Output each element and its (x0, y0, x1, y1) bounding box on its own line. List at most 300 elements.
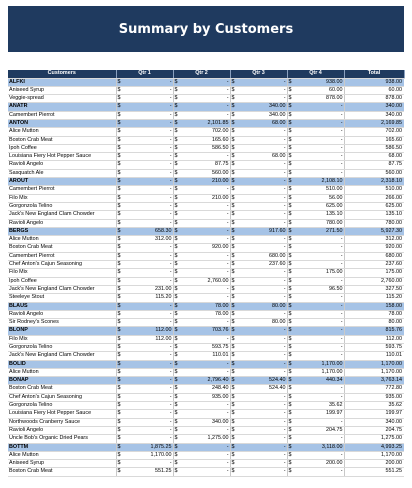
currency-symbol: $ (231, 285, 235, 292)
product-name: Alice Mutton (8, 236, 116, 244)
product-name: Boston Crab Meat (8, 468, 116, 476)
currency-symbol: $ (174, 236, 178, 243)
product-name: Ipoh Coffee (8, 144, 116, 152)
qtr1-value: - (122, 144, 173, 152)
qtr3-value: - (236, 95, 287, 103)
product-name: Ravioli Angelo (8, 310, 116, 318)
product-name: Camembert Pierrot (8, 252, 116, 260)
currency-symbol: $ (117, 136, 121, 143)
currency-symbol: $ (288, 236, 292, 243)
currency-symbol: $ (117, 186, 121, 193)
currency-symbol: $ (231, 360, 235, 367)
currency-symbol: $ (174, 111, 178, 118)
currency-symbol: $ (231, 302, 235, 309)
qtr1-value: - (122, 344, 173, 352)
currency-symbol: $ (288, 136, 292, 143)
currency-symbol: $ (117, 111, 121, 118)
product-row (8, 285, 404, 293)
total-value: 60.00 (344, 86, 404, 94)
currency-symbol: $ (117, 377, 121, 384)
qtr3-value: - (236, 178, 287, 186)
qtr4-value: - (293, 119, 344, 127)
currency-symbol: $ (174, 302, 178, 309)
total-value: 625.00 (344, 202, 404, 210)
product-name: Ipoh Coffee (8, 277, 116, 285)
total-value: 200.00 (344, 460, 404, 468)
qtr4-value: 199.97 (293, 410, 344, 418)
product-name: Chef Anton's Cajun Seasoning (8, 261, 116, 269)
product-row (8, 435, 404, 443)
total-value: 112.00 (344, 335, 404, 343)
qtr4-value: - (293, 144, 344, 152)
currency-symbol: $ (117, 402, 121, 409)
currency-symbol: $ (174, 186, 178, 193)
currency-symbol: $ (117, 236, 121, 243)
qtr3-value: - (236, 402, 287, 410)
currency-symbol: $ (231, 377, 235, 384)
product-row (8, 335, 404, 343)
product-row (8, 402, 404, 410)
product-name: Sir Rodney's Scones (8, 319, 116, 327)
qtr3-value: - (236, 169, 287, 177)
qtr2-value: - (179, 261, 230, 269)
product-name: Camembert Pierrot (8, 111, 116, 119)
qtr2-value: - (179, 368, 230, 376)
qtr3-value: - (236, 277, 287, 285)
qtr1-value: 115.20 (122, 294, 173, 302)
currency-symbol: $ (288, 169, 292, 176)
qtr4-value: - (293, 310, 344, 318)
currency-symbol: $ (288, 252, 292, 259)
currency-symbol: $ (231, 95, 235, 102)
currency-symbol: $ (231, 169, 235, 176)
currency-symbol: $ (117, 368, 121, 375)
qtr1-value: - (122, 368, 173, 376)
product-name: Filo Mix (8, 269, 116, 277)
currency-symbol: $ (231, 385, 235, 392)
product-name: Ravioli Angelo (8, 219, 116, 227)
currency-symbol: $ (174, 153, 178, 160)
qtr3-value: - (236, 144, 287, 152)
qtr2-value: - (179, 211, 230, 219)
currency-symbol: $ (231, 319, 235, 326)
currency-symbol: $ (288, 111, 292, 118)
currency-symbol: $ (117, 161, 121, 168)
customer-code: BONAP (8, 377, 116, 385)
total-value: 2,318.10 (344, 178, 404, 186)
qtr4-value: 60.00 (293, 86, 344, 94)
qtr1-value: - (122, 302, 173, 310)
qtr4-value: - (293, 236, 344, 244)
currency-symbol: $ (288, 244, 292, 251)
currency-symbol: $ (174, 451, 178, 458)
product-row (8, 410, 404, 418)
currency-symbol: $ (231, 211, 235, 218)
currency-symbol: $ (288, 352, 292, 359)
currency-symbol: $ (117, 319, 121, 326)
currency-symbol: $ (174, 435, 178, 442)
qtr3-value: 917.60 (236, 227, 287, 235)
qtr1-value: 112.00 (122, 327, 173, 335)
qtr2-value: 210.00 (179, 194, 230, 202)
total-value: 702.00 (344, 128, 404, 136)
qtr2-value: - (179, 402, 230, 410)
qtr1-value: - (122, 410, 173, 418)
currency-symbol: $ (231, 103, 235, 110)
product-name: Filo Mix (8, 194, 116, 202)
product-row (8, 244, 404, 252)
currency-symbol: $ (117, 194, 121, 201)
currency-symbol: $ (288, 426, 292, 433)
total-value: 780.00 (344, 219, 404, 227)
qtr1-value: - (122, 194, 173, 202)
product-row (8, 86, 404, 94)
total-value: 115.20 (344, 294, 404, 302)
qtr2-value: - (179, 460, 230, 468)
qtr4-value: - (293, 277, 344, 285)
currency-symbol: $ (288, 460, 292, 467)
qtr1-value: - (122, 252, 173, 260)
currency-symbol: $ (174, 360, 178, 367)
qtr3-value: - (236, 310, 287, 318)
qtr4-value: - (293, 435, 344, 443)
customer-code: AROUT (8, 178, 116, 186)
qtr2-value: - (179, 95, 230, 103)
qtr3-value: - (236, 211, 287, 219)
currency-symbol: $ (174, 78, 178, 85)
qtr3-value: - (236, 285, 287, 293)
total-value: 551.25 (344, 468, 404, 476)
currency-symbol: $ (231, 86, 235, 93)
currency-symbol: $ (174, 261, 178, 268)
qtr3-value: 237.60 (236, 261, 287, 269)
product-name: Uncle Bob's Organic Dried Pears (8, 435, 116, 443)
currency-symbol: $ (174, 144, 178, 151)
product-name: Gorgonzola Telino (8, 402, 116, 410)
currency-symbol: $ (288, 302, 292, 309)
qtr2-value: 586.50 (179, 144, 230, 152)
qtr3-value: 680.00 (236, 252, 287, 260)
currency-symbol: $ (117, 285, 121, 292)
qtr2-value: 110.01 (179, 352, 230, 360)
qtr1-value: - (122, 393, 173, 401)
report-title-text: Summary by Customers (118, 21, 294, 37)
qtr1-value: - (122, 161, 173, 169)
currency-symbol: $ (288, 327, 292, 334)
qtr1-value: - (122, 269, 173, 277)
customer-group-row (8, 360, 404, 368)
currency-symbol: $ (288, 178, 292, 185)
qtr1-value: - (122, 211, 173, 219)
qtr1-value: 551.25 (122, 468, 173, 476)
currency-symbol: $ (117, 261, 121, 268)
qtr4-value: - (293, 451, 344, 459)
qtr1-value: - (122, 219, 173, 227)
product-name: Steeleye Stout (8, 294, 116, 302)
currency-symbol: $ (117, 451, 121, 458)
total-value: 1,170.00 (344, 451, 404, 459)
total-value: 237.60 (344, 261, 404, 269)
qtr2-value: 87.75 (179, 161, 230, 169)
qtr2-value: - (179, 468, 230, 476)
currency-symbol: $ (117, 418, 121, 425)
customer-code: ALFKI (8, 78, 116, 86)
currency-symbol: $ (288, 95, 292, 102)
qtr4-value: 175.00 (293, 269, 344, 277)
customer-code: BOLID (8, 360, 116, 368)
currency-symbol: $ (117, 252, 121, 259)
currency-symbol: $ (117, 128, 121, 135)
qtr3-value: - (236, 236, 287, 244)
product-row (8, 277, 404, 285)
total-value: 204.75 (344, 426, 404, 434)
currency-symbol: $ (117, 310, 121, 317)
qtr2-value: 1,275.00 (179, 435, 230, 443)
product-name: Alice Mutton (8, 451, 116, 459)
currency-symbol: $ (288, 261, 292, 268)
product-row (8, 468, 404, 476)
currency-symbol: $ (174, 319, 178, 326)
qtr4-value: - (293, 169, 344, 177)
qtr3-value: - (236, 86, 287, 94)
customer-code: BOTTM (8, 443, 116, 451)
product-name: Ravioli Angelo (8, 161, 116, 169)
currency-symbol: $ (231, 294, 235, 301)
qtr2-value: - (179, 285, 230, 293)
qtr3-value: - (236, 418, 287, 426)
qtr1-value: 112.00 (122, 335, 173, 343)
currency-symbol: $ (288, 468, 292, 475)
currency-symbol: $ (288, 294, 292, 301)
currency-symbol: $ (231, 227, 235, 234)
qtr4-value: - (293, 153, 344, 161)
product-name: Sasquatch Ale (8, 169, 116, 177)
report-title (8, 6, 404, 52)
qtr3-value: - (236, 194, 287, 202)
currency-symbol: $ (288, 161, 292, 168)
qtr3-value: - (236, 360, 287, 368)
qtr4-value: 96.50 (293, 285, 344, 293)
currency-symbol: $ (174, 136, 178, 143)
qtr1-value: 1,875.25 (122, 443, 173, 451)
qtr1-value: - (122, 277, 173, 285)
currency-symbol: $ (117, 426, 121, 433)
qtr2-value: - (179, 78, 230, 86)
product-name: Chef Anton's Cajun Seasoning (8, 393, 116, 401)
currency-symbol: $ (174, 327, 178, 334)
qtr3-value: - (236, 468, 287, 476)
currency-symbol: $ (117, 103, 121, 110)
currency-symbol: $ (174, 211, 178, 218)
currency-symbol: $ (231, 451, 235, 458)
product-row (8, 460, 404, 468)
qtr1-value: - (122, 153, 173, 161)
currency-symbol: $ (117, 169, 121, 176)
product-name: Jack's New England Clam Chowder (8, 285, 116, 293)
currency-symbol: $ (288, 277, 292, 284)
currency-symbol: $ (174, 244, 178, 251)
total-value: 5,927.30 (344, 227, 404, 235)
qtr4-value: - (293, 352, 344, 360)
qtr4-value: - (293, 393, 344, 401)
currency-symbol: $ (288, 194, 292, 201)
qtr3-value: - (236, 426, 287, 434)
currency-symbol: $ (231, 186, 235, 193)
qtr4-value: 780.00 (293, 219, 344, 227)
qtr4-value: - (293, 294, 344, 302)
total-value: 158.00 (344, 302, 404, 310)
qtr3-value: - (236, 161, 287, 169)
qtr3-value: - (236, 410, 287, 418)
currency-symbol: $ (117, 277, 121, 284)
currency-symbol: $ (231, 236, 235, 243)
total-value: 510.00 (344, 186, 404, 194)
qtr4-value: - (293, 161, 344, 169)
qtr3-value: - (236, 352, 287, 360)
qtr4-value: 625.00 (293, 202, 344, 210)
currency-symbol: $ (231, 327, 235, 334)
currency-symbol: $ (231, 460, 235, 467)
customer-code: ANTON (8, 119, 116, 127)
currency-symbol: $ (117, 344, 121, 350)
qtr1-value: - (122, 119, 173, 127)
total-value: 772.80 (344, 385, 404, 393)
qtr4-value: - (293, 302, 344, 310)
currency-symbol: $ (288, 335, 292, 342)
total-value: 586.50 (344, 144, 404, 152)
qtr4-value: - (293, 468, 344, 476)
qtr1-value: - (122, 360, 173, 368)
qtr2-value: - (179, 335, 230, 343)
total-value: 340.00 (344, 111, 404, 119)
currency-symbol: $ (174, 393, 178, 400)
currency-symbol: $ (231, 252, 235, 259)
total-value: 327.50 (344, 285, 404, 293)
total-value: 266.00 (344, 194, 404, 202)
qtr1-value: - (122, 78, 173, 86)
product-row (8, 128, 404, 136)
total-value: 175.00 (344, 269, 404, 277)
qtr1-value: - (122, 169, 173, 177)
product-name: Gorgonzola Telino (8, 202, 116, 210)
currency-symbol: $ (174, 161, 178, 168)
qtr4-value: 56.00 (293, 194, 344, 202)
currency-symbol: $ (231, 443, 235, 450)
qtr2-value: - (179, 443, 230, 451)
currency-symbol: $ (231, 202, 235, 209)
product-row (8, 194, 404, 202)
total-value: 312.00 (344, 236, 404, 244)
currency-symbol: $ (174, 426, 178, 433)
qtr3-value: 80.00 (236, 302, 287, 310)
total-value: 340.00 (344, 103, 404, 111)
qtr4-value: - (293, 136, 344, 144)
qtr2-value: - (179, 219, 230, 227)
product-name: Alice Mutton (8, 368, 116, 376)
qtr3-value: - (236, 294, 287, 302)
product-name: Boston Crab Meat (8, 385, 116, 393)
currency-symbol: $ (231, 402, 235, 409)
qtr1-value: - (122, 310, 173, 318)
qtr1-value: - (122, 128, 173, 136)
total-value: 1,170.00 (344, 360, 404, 368)
currency-symbol: $ (231, 468, 235, 475)
qtr1-value: - (122, 377, 173, 385)
currency-symbol: $ (288, 435, 292, 442)
qtr3-value: - (236, 443, 287, 451)
currency-symbol: $ (288, 393, 292, 400)
product-row (8, 219, 404, 227)
qtr3-value: - (236, 335, 287, 343)
qtr1-value: - (122, 261, 173, 269)
total-value: 1,170.00 (344, 368, 404, 376)
currency-symbol: $ (174, 310, 178, 317)
qtr2-value: - (179, 227, 230, 235)
currency-symbol: $ (174, 344, 178, 350)
customer-code: BLAUS (8, 302, 116, 310)
total-value: 878.00 (344, 95, 404, 103)
qtr1-value: - (122, 186, 173, 194)
currency-symbol: $ (288, 285, 292, 292)
currency-symbol: $ (174, 294, 178, 301)
customer-group-row (8, 78, 404, 86)
currency-symbol: $ (174, 277, 178, 284)
currency-symbol: $ (288, 78, 292, 85)
qtr1-value: - (122, 385, 173, 393)
header-total: Total (344, 70, 404, 78)
currency-symbol: $ (231, 261, 235, 268)
qtr1-value: 1,170.00 (122, 451, 173, 459)
total-value: 87.75 (344, 161, 404, 169)
qtr3-value: - (236, 327, 287, 335)
total-value: 35.62 (344, 402, 404, 410)
currency-symbol: $ (288, 402, 292, 409)
currency-symbol: $ (174, 119, 178, 126)
currency-symbol: $ (231, 344, 235, 350)
qtr3-value: 340.00 (236, 111, 287, 119)
total-value: 2,169.85 (344, 119, 404, 127)
currency-symbol: $ (117, 178, 121, 185)
currency-symbol: $ (231, 368, 235, 375)
customer-code: BLONP (8, 327, 116, 335)
currency-symbol: $ (174, 410, 178, 417)
qtr1-value: - (122, 352, 173, 360)
qtr2-value: 210.00 (179, 178, 230, 186)
product-row (8, 153, 404, 161)
qtr3-value: 524.40 (236, 377, 287, 385)
currency-symbol: $ (231, 161, 235, 168)
currency-symbol: $ (174, 178, 178, 185)
total-value: 165.60 (344, 136, 404, 144)
product-row (8, 202, 404, 210)
customer-group-row (8, 227, 404, 235)
currency-symbol: $ (231, 277, 235, 284)
currency-symbol: $ (117, 202, 121, 209)
product-row (8, 211, 404, 219)
currency-symbol: $ (117, 119, 121, 126)
product-name: Aniseed Syrup (8, 460, 116, 468)
qtr3-value: - (236, 393, 287, 401)
currency-symbol: $ (231, 136, 235, 143)
currency-symbol: $ (231, 418, 235, 425)
currency-symbol: $ (288, 219, 292, 226)
currency-symbol: $ (117, 144, 121, 151)
currency-symbol: $ (288, 103, 292, 110)
customer-code: BERGS (8, 227, 116, 235)
total-value: 935.00 (344, 393, 404, 401)
qtr2-value: - (179, 319, 230, 327)
header-qtr3: Qtr 3 (230, 70, 287, 78)
